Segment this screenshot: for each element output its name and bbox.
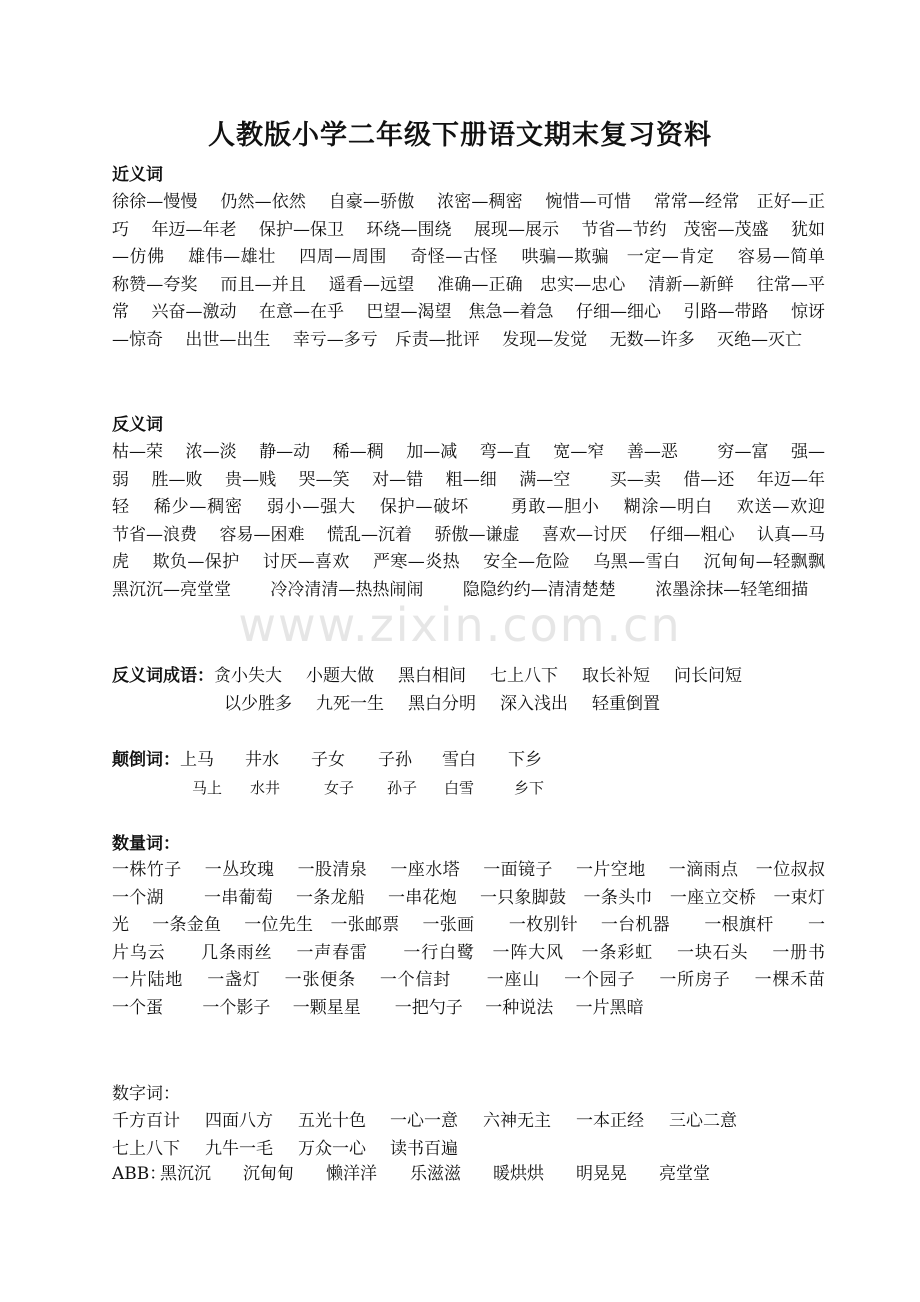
- list-item: 一本正经: [576, 1111, 644, 1131]
- list-item: 以少胜多: [224, 694, 292, 714]
- list-item: 小题大做: [306, 666, 374, 686]
- number-words-line-1: [112, 1107, 737, 1135]
- list-item: 沉甸甸: [243, 1164, 294, 1184]
- list-item: 九牛一毛: [205, 1139, 273, 1159]
- measure-words-text: 一株竹子 一丛玫瑰 一股清泉 一座水塔 一面镜子 一片空地 一滴雨点 一位叔叔 一个湖 一串葡萄 一条龙船 一串花炮 一只象脚鼓 一条头巾 一座立交桥 一束灯光 一条金鱼 一位先生 一张邮票 一张画 一枚别针 一台机器 一根旗杆 一片乌云 几条雨丝 一声春雷 一行白鹭 一阵大风 一条彩虹 一块石头 一册书 一片陆地 一盏灯 一张便条 一个信封 一座山 一个园子 一所房子 一棵禾苗 一个蛋 一个影子 一颗星星 一把勺子 一种说法 一片黑暗: [112, 860, 848, 1018]
- list-item: 子孙: [378, 750, 412, 770]
- list-item: 懒洋洋: [326, 1164, 377, 1184]
- list-item: 白雪: [444, 779, 475, 797]
- list-item: 暖烘烘: [493, 1164, 544, 1184]
- list-item: 三心二意: [669, 1111, 737, 1131]
- list-item: 乐滋滋: [410, 1164, 461, 1184]
- list-item: 雪白: [442, 750, 476, 770]
- list-item: 下乡: [508, 750, 542, 770]
- list-item: 六神无主: [483, 1111, 551, 1131]
- list-item: 五光十色: [298, 1111, 366, 1131]
- reversed-words-label: 颠倒词：: [112, 750, 180, 770]
- list-item: 亮堂堂: [659, 1164, 710, 1184]
- list-item: 深入浅出: [500, 694, 568, 714]
- antonym-idioms-line-2: [224, 690, 660, 718]
- list-item: 九死一生: [316, 694, 384, 714]
- page-title: 人教版小学二年级下册语文期末复习资料: [208, 120, 712, 151]
- abb-label: ABB：: [112, 1164, 167, 1184]
- list-item: 一心一意: [390, 1111, 458, 1131]
- list-item: 四面八方: [205, 1111, 273, 1131]
- watermark: www.zixin.com.cn: [238, 598, 682, 652]
- list-item: 轻重倒置: [592, 694, 660, 714]
- list-item: 问长问短: [674, 666, 742, 686]
- list-item: 万众一心: [298, 1139, 366, 1159]
- list-item: 上马: [180, 750, 214, 770]
- list-item: 水井: [250, 779, 281, 797]
- list-item: 子女: [311, 750, 345, 770]
- synonyms-heading: 近义词: [112, 165, 163, 185]
- list-item: 黑沉沉: [160, 1164, 211, 1184]
- number-words-line-2: [112, 1135, 458, 1163]
- reversed-words-answers: [192, 776, 544, 800]
- list-item: 贪小失大: [214, 666, 282, 686]
- list-item: 黑白相间: [398, 666, 466, 686]
- antonym-idioms-line-1: [112, 662, 742, 690]
- list-item: 千方百计: [112, 1111, 180, 1131]
- list-item: 读书百遍: [390, 1139, 458, 1159]
- list-item: 七上八下: [112, 1139, 180, 1159]
- list-item: 乡下: [514, 779, 545, 797]
- list-item: 女子: [324, 779, 355, 797]
- list-item: 孙子: [387, 779, 418, 797]
- antonym-idioms-label: 反义词成语：: [112, 666, 214, 686]
- list-item: 取长补短: [582, 666, 650, 686]
- synonyms-text: 徐徐—慢慢 仍然—依然 自豪—骄傲 浓密—稠密 惋惜—可惜 常常—经常 正好—正巧 年迈—年老 保护—保卫 环绕—围绕 展现—展示 节省—节约 茂密—茂盛 犹如—仿佛 雄伟—雄壮 四周—周围 奇怪—古怪 哄骗—欺骗 一定—肯定 容易—简单 称赞—夸奖 而且—并且 遥看—远望 准确—正确 忠实—忠心 清新—新鲜 往常—平常 兴奋—激动 在意—在乎 巴望—渴望 焦急—着急 仔细—细心 引路—带路 惊讶—惊奇 出世—出生 幸亏—多亏 斥责—批评 发现—发觉 无数—许多 灭绝—灭亡: [112, 192, 848, 350]
- number-words-heading: 数字词：: [112, 1084, 180, 1104]
- reversed-words-line: [112, 746, 542, 774]
- abb-line: [112, 1160, 710, 1188]
- list-item: 明晃晃: [576, 1164, 627, 1184]
- list-item: 马上: [192, 779, 223, 797]
- list-item: 七上八下: [490, 666, 558, 686]
- antonyms-heading: 反义词: [112, 415, 163, 435]
- list-item: 井水: [245, 750, 279, 770]
- measure-words-heading: 数量词：: [112, 834, 180, 854]
- list-item: 黑白分明: [408, 694, 476, 714]
- antonyms-text: 枯—荣 浓—淡 静—动 稀—稠 加—减 弯—直 宽—窄 善—恶 穷—富 强—弱 胜—败 贵—贱 哭—笑 对—错 粗—细 满—空 买—卖 借—还 年迈—年轻 稀少—稠密 弱小—强大 保护—破坏 勇敢—胆小 糊涂—明白 欢送—欢迎 节省—浪费 容易—困难 慌乱—沉着 骄傲—谦虚 喜欢—讨厌 仔细—粗心 认真—马虎 欺负—保护 讨厌—喜欢 严寒—炎热 安全—危险 乌黑—雪白 沉甸甸—轻飘飘 黑沉沉—亮堂堂 冷冷清清—热热闹闹 隐隐约约—清清楚楚 浓墨涂抹—轻笔细描: [112, 442, 848, 600]
